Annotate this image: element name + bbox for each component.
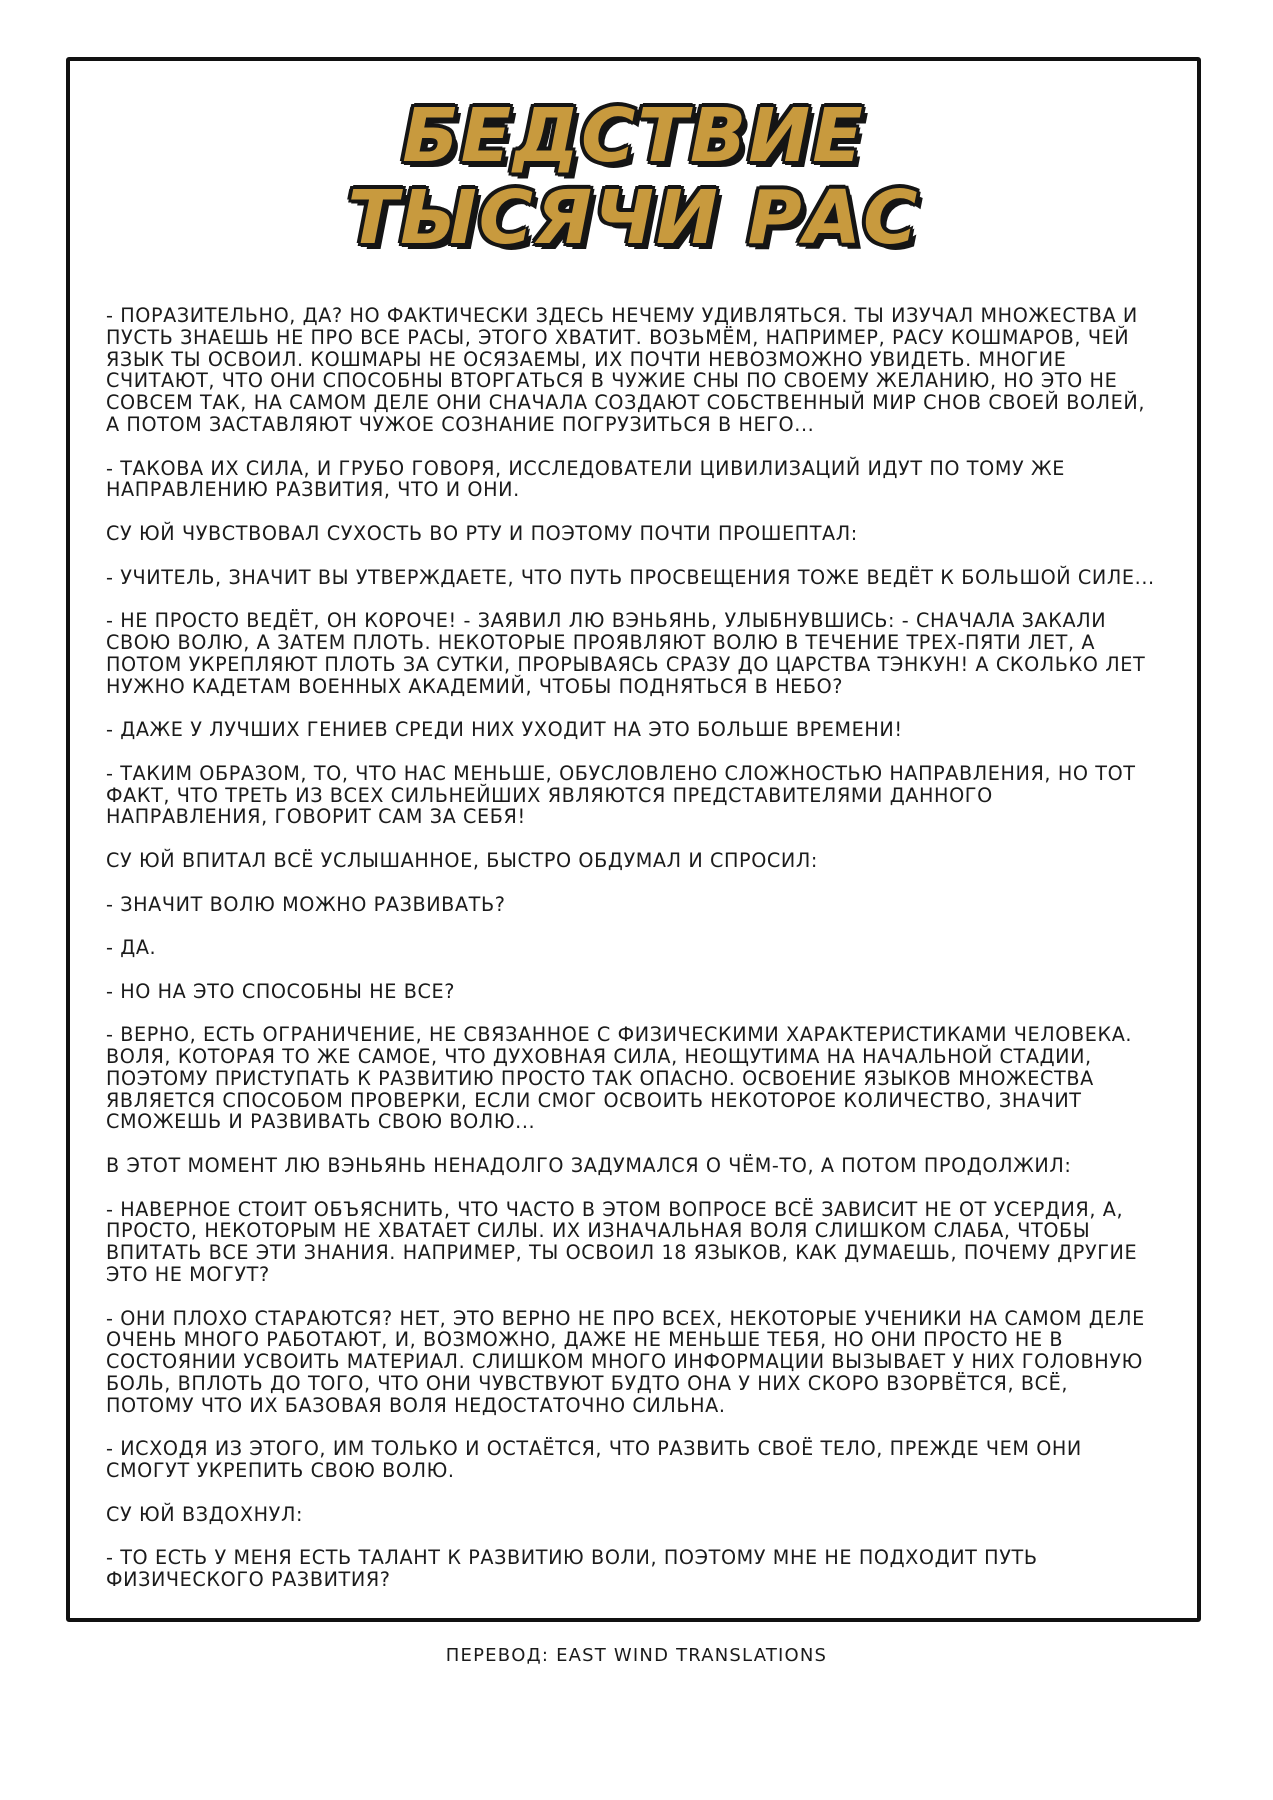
paragraph: - УЧИТЕЛЬ, ЗНАЧИТ ВЫ УТВЕРЖДАЕТЕ, ЧТО ПУТЬ ПРОСВЕЩЕНИЯ ТОЖЕ ВЕДЁТ К БОЛЬШОЙ СИЛЕ... (106, 565, 1155, 589)
paragraph: СУ ЮЙ ВПИТАЛ ВСЁ УСЛЫШАННОЕ, БЫСТРО ОБДУМАЛ И СПРОСИЛ: (106, 848, 818, 872)
paragraph: - НАВЕРНОЕ СТОИТ ОБЪЯСНИТЬ, ЧТО ЧАСТО В ЭТОМ ВОПРОСЕ ВСЁ ЗАВИСИТ НЕ ОТ УСЕРДИЯ, А, ПРОСТО, НЕКОТОРЫМ НЕ ХВАТАЕТ СИЛЫ. ИХ ИЗНАЧАЛЬНАЯ ВОЛЯ СЛИШКОМ СЛАБА, ЧТОБЫ ВПИТАТЬ ВСЕ ЭТИ ЗНАНИЯ. НАПРИМЕР, ТЫ ОСВОИЛ 18 ЯЗЫКОВ, КАК ДУМАЕШЬ, ПОЧЕМУ ДРУГИЕ ЭТО НЕ МОГУТ? (106, 1197, 1138, 1287)
paragraph: - ЗНАЧИТ ВОЛЮ МОЖНО РАЗВИВАТЬ? (106, 892, 506, 916)
paragraph: - НО НА ЭТО СПОСОБНЫ НЕ ВСЕ? (106, 979, 455, 1003)
paragraph: - ДАЖЕ У ЛУЧШИХ ГЕНИЕВ СРЕДИ НИХ УХОДИТ НА ЭТО БОЛЬШЕ ВРЕМЕНИ! (106, 718, 903, 742)
paragraph: - ДА. (106, 936, 157, 960)
paragraph: - НЕ ПРОСТО ВЕДЁТ, ОН КОРОЧЕ! - ЗАЯВИЛ ЛЮ ВЭНЬЯНЬ, УЛЫБНУВШИСЬ: - СНАЧАЛА ЗАКАЛИ СВОЮ ВОЛЮ, А ЗАТЕМ ПЛОТЬ. НЕКОТОРЫЕ ПРОЯВЛЯЮТ ВОЛЮ В ТЕЧЕНИЕ ТРЕХ-ПЯТИ ЛЕТ, А ПОТОМ УКРЕПЛЯЮТ ПЛОТЬ ЗА СУТКИ, ПРОРЫВАЯСЬ СРАЗУ ДО ЦАРСТВА ТЭНКУН! А СКОЛЬКО ЛЕТ НУЖНО КАДЕТАМ ВОЕННЫХ АКАДЕМИЙ, ЧТОБЫ ПОДНЯТЬСЯ В НЕБО? (106, 609, 1146, 698)
paragraph: - ТАКИМ ОБРАЗОМ, ТО, ЧТО НАС МЕНЬШЕ, ОБУСЛОВЛЕНО СЛОЖНОСТЬЮ НАПРАВЛЕНИЯ, НО ТОТ ФАКТ, ЧТО ТРЕТЬ ИЗ ВСЕХ СИЛЬНЕЙШИХ ЯВЛЯЮТСЯ ПРЕДСТАВИТЕЛЯМИ ДАННОГО НАПРАВЛЕНИЯ, ГОВОРИТ САМ ЗА СЕБЯ! (106, 761, 1136, 829)
page-title (70, 95, 1197, 259)
paragraph: - ИСХОДЯ ИЗ ЭТОГО, ИМ ТОЛЬКО И ОСТАЁТСЯ, ЧТО РАЗВИТЬ СВОЁ ТЕЛО, ПРЕЖДЕ ЧЕМ ОНИ СМОГУТ УКРЕПИТЬ СВОЮ ВОЛЮ. (106, 1437, 1082, 1483)
page-frame (66, 57, 1201, 1622)
translation-credit: ПЕРЕВОД: EAST WIND TRANSLATIONS (445, 1645, 828, 1666)
chapter-text (106, 305, 1161, 1613)
paragraph: СУ ЮЙ ВЗДОХНУЛ: (106, 1502, 304, 1526)
title-line-2: ТЫСЯЧИ РАС (347, 175, 920, 261)
paragraph: В ЭТОТ МОМЕНТ ЛЮ ВЭНЬЯНЬ НЕНАДОЛГО ЗАДУМАЛСЯ О ЧЁМ-ТО, А ПОТОМ ПРОДОЛЖИЛ: (106, 1154, 1072, 1178)
paragraph: СУ ЮЙ ЧУВСТВОВАЛ СУХОСТЬ ВО РТУ И ПОЭТОМУ ПОЧТИ ПРОШЕПТАЛ: (106, 521, 858, 545)
paragraph: - ТО ЕСТЬ У МЕНЯ ЕСТЬ ТАЛАНТ К РАЗВИТИЮ ВОЛИ, ПОЭТОМУ МНЕ НЕ ПОДХОДИТ ПУТЬ ФИЗИЧЕСКОГО РАЗВИТИЯ? (106, 1546, 1038, 1592)
title-line-1: БЕДСТВИЕ (402, 93, 865, 179)
paragraph: - ПОРАЗИТЕЛЬНО, ДА? НО ФАКТИЧЕСКИ ЗДЕСЬ НЕЧЕМУ УДИВЛЯТЬСЯ. ТЫ ИЗУЧАЛ МНОЖЕСТВА И ПУСТЬ ЗНАЕШЬ НЕ ПРО ВСЕ РАСЫ, ЭТОГО ХВАТИТ. ВОЗЬМЁМ, НАПРИМЕР, РАСУ КОШМАРОВ, ЧЕЙ ЯЗЫК ТЫ ОСВОИЛ. КОШМАРЫ НЕ ОСЯЗАЕМЫ, ИХ ПОЧТИ НЕВОЗМОЖНО УВИДЕТЬ. МНОГИЕ СЧИТАЮТ, ЧТО ОНИ СПОСОБНЫ ВТОРГАТЬСЯ В ЧУЖИЕ СНЫ ПО СВОЕМУ ЖЕЛАНИЮ, НО ЭТО НЕ СОВСЕМ ТАК, НА САМОМ ДЕЛЕ ОНИ СНАЧАЛА СОЗДАЮТ СОБСТВЕННЫЙ МИР СНОВ СВОЕЙ ВОЛЕЙ, А ПОТОМ ЗАСТАВЛЯЮТ ЧУЖОЕ СОЗНАНИЕ ПОГРУЗИТЬСЯ В НЕГО... (106, 304, 1146, 436)
paragraph: - ОНИ ПЛОХО СТАРАЮТСЯ? НЕТ, ЭТО ВЕРНО НЕ ПРО ВСЕХ, НЕКОТОРЫЕ УЧЕНИКИ НА САМОМ ДЕЛЕ ОЧЕНЬ МНОГО РАБОТАЮТ, И, ВОЗМОЖНО, ДАЖЕ НЕ МЕНЬШЕ ТЕБЯ, НО ОНИ ПРОСТО НЕ В СОСТОЯНИИ УСВОИТЬ МАТЕРИАЛ. СЛИШКОМ МНОГО ИНФОРМАЦИИ ВЫЗЫВАЕТ У НИХ ГОЛОВНУЮ БОЛЬ, ВПЛОТЬ ДО ТОГО, ЧТО ОНИ ЧУВСТВУЮТ БУДТО ОНА У НИХ СКОРО ВЗОРВЁТСЯ, ВСЁ, ПОТОМУ ЧТО ИХ БАЗОВАЯ ВОЛЯ НЕДОСТАТОЧНО СИЛЬНА. (106, 1306, 1145, 1417)
paragraph: - ВЕРНО, ЕСТЬ ОГРАНИЧЕНИЕ, НЕ СВЯЗАННОЕ С ФИЗИЧЕСКИМИ ХАРАКТЕРИСТИКАМИ ЧЕЛОВЕКА. ВОЛЯ, КОТОРАЯ ТО ЖЕ САМОЕ, ЧТО ДУХОВНАЯ СИЛА, НЕОЩУТИМА НА НАЧАЛЬНОЙ СТАДИИ, ПОЭТОМУ ПРИСТУПАТЬ К РАЗВИТИЮ ПРОСТО ТАК ОПАСНО. ОСВОЕНИЕ ЯЗЫКОВ МНОЖЕСТВА ЯВЛЯЕТСЯ СПОСОБОМ ПРОВЕРКИ, ЕСЛИ СМОГ ОСВОИТЬ НЕКОТОРОЕ КОЛИЧЕСТВО, ЗНАЧИТ СМОЖЕШЬ И РАЗВИВАТЬ СВОЮ ВОЛЮ... (106, 1023, 1133, 1134)
paragraph: - ТАКОВА ИХ СИЛА, И ГРУБО ГОВОРЯ, ИССЛЕДОВАТЕЛИ ЦИВИЛИЗАЦИЙ ИДУТ ПО ТОМУ ЖЕ НАПРАВЛЕНИЮ РАЗВИТИЯ, ЧТО И ОНИ. (106, 456, 1065, 502)
